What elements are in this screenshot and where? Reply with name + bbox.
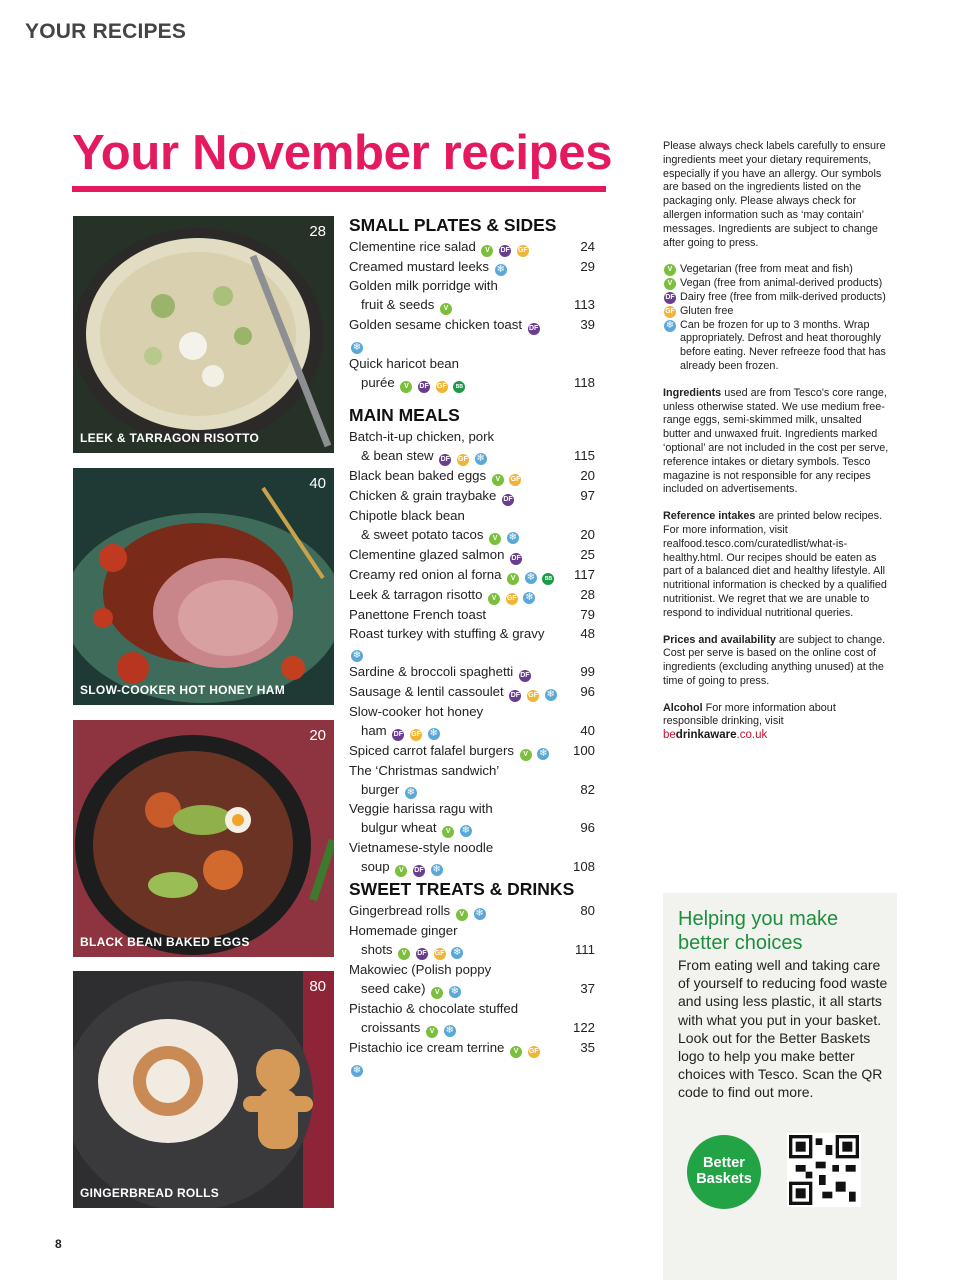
veg-icon: V bbox=[664, 264, 676, 276]
recipe-name: Creamy red onion al forna bbox=[349, 567, 502, 582]
vegan-icon: V bbox=[440, 303, 452, 315]
photo-caption: SLOW-COOKER HOT HONEY HAM bbox=[80, 683, 286, 697]
recipe-name: The ‘Christmas sandwich’ bbox=[349, 763, 500, 778]
df-icon: DF bbox=[528, 323, 540, 335]
photo-caption: BLACK BEAN BAKED EGGS bbox=[80, 935, 250, 949]
toc-small-plates bbox=[349, 214, 599, 393]
alcohol-heading: Alcohol bbox=[663, 701, 703, 714]
recipe-entry[interactable] bbox=[349, 565, 599, 585]
ingredients-heading: Ingredients bbox=[663, 386, 722, 399]
recipe-name: Spiced carrot falafel burgers bbox=[349, 743, 514, 758]
recipe-name: burger bbox=[361, 782, 400, 797]
recipe-page-number: 25 bbox=[580, 547, 595, 562]
symbol-key-item bbox=[663, 277, 889, 291]
recipe-entry[interactable] bbox=[349, 466, 599, 486]
recipe-page-number: 97 bbox=[580, 488, 595, 503]
recipe-entry[interactable] bbox=[349, 960, 599, 999]
reference-note bbox=[663, 510, 889, 620]
gf-icon: GF bbox=[517, 245, 529, 257]
gf-icon: GF bbox=[509, 474, 521, 486]
promo-heading: Helping you make better choices bbox=[678, 908, 839, 954]
recipe-page-number: 118 bbox=[573, 375, 595, 390]
freeze-icon: ❄ bbox=[476, 453, 485, 464]
veg-icon: V bbox=[510, 1046, 522, 1058]
veg-icon: V bbox=[456, 909, 468, 921]
prices-heading: Prices and availability bbox=[663, 633, 776, 646]
symbol-description: Can be frozen for up to 3 months. Wrap appropriately. Defrost and heat thoroughly before eating. Never refreeze food that has already been frozen. bbox=[680, 318, 886, 372]
promo-body: From eating well and taking care of yourself to reducing food waste and using less plastic, it all starts with what you put in your basket. Look out for the Better Baskets logo to help you make better choices with Tesco. Scan the QR code to find out more. bbox=[678, 957, 888, 1101]
recipe-name: Slow-cooker hot honey bbox=[349, 704, 484, 719]
freeze-icon: ❄ bbox=[526, 572, 535, 583]
recipe-name: fruit & seeds bbox=[361, 297, 435, 312]
gf-icon: GF bbox=[434, 948, 446, 960]
ingredients-text: used are from Tesco's core range, unless otherwise stated. We use medium free-range eggs, semi-skimmed milk, unsalted butter and unwaxed fruit. Ingredients marked ‘optional’ are not included in the cost per serve, reference intakes or dietary symbols. Tesco magazine is not responsible for any recipes included on advertisements. bbox=[663, 386, 889, 496]
freeze-icon: ❄ bbox=[475, 908, 484, 919]
recipe-name: purée bbox=[361, 375, 395, 390]
title-underline bbox=[72, 186, 606, 192]
recipe-entry[interactable] bbox=[349, 741, 599, 761]
df-icon: DF bbox=[416, 948, 428, 960]
freeze-icon: ❄ bbox=[496, 264, 505, 275]
better-baskets-logo bbox=[687, 1135, 761, 1209]
recipe-name: Golden milk porridge with bbox=[349, 278, 498, 293]
recipe-entry[interactable] bbox=[349, 605, 599, 624]
photo-page-number: 80 bbox=[309, 978, 326, 995]
recipe-page-number: 113 bbox=[573, 297, 595, 312]
df-icon: DF bbox=[510, 553, 522, 565]
symbol-description: Vegetarian (free from meat and fish) bbox=[680, 263, 853, 276]
recipe-name: Chipotle black bean bbox=[349, 508, 465, 523]
recipe-name: shots bbox=[361, 942, 393, 957]
recipe-name: Pistachio & chocolate stuffed bbox=[349, 1001, 519, 1016]
alcohol-note bbox=[663, 702, 889, 730]
recipe-name: Pistachio ice cream terrine bbox=[349, 1040, 505, 1055]
recipe-entry[interactable] bbox=[349, 276, 599, 315]
gf-icon: GF bbox=[528, 1046, 540, 1058]
recipe-name: Chicken & grain traybake bbox=[349, 488, 497, 503]
recipe-page-number: 96 bbox=[580, 684, 595, 699]
recipe-page-number: 117 bbox=[573, 567, 595, 582]
df-icon: DF bbox=[418, 381, 430, 393]
recipe-name: Batch-it-up chicken, pork bbox=[349, 429, 495, 444]
photo-black-bean-eggs bbox=[73, 720, 334, 957]
recipe-page-number: 115 bbox=[573, 448, 595, 463]
logo-text: Better Baskets bbox=[696, 1155, 752, 1187]
ingredients-note bbox=[663, 387, 889, 497]
veg-icon: V bbox=[488, 593, 500, 605]
freeze-icon: ❄ bbox=[453, 947, 462, 958]
vegan-icon: V bbox=[489, 533, 501, 545]
recipe-name: Leek & tarragon risotto bbox=[349, 587, 483, 602]
recipe-entry[interactable] bbox=[349, 1038, 599, 1077]
toc-section-heading: SMALL PLATES & SIDES bbox=[349, 215, 557, 235]
veg-icon: V bbox=[426, 1026, 438, 1038]
symbol-description: Gluten free bbox=[680, 304, 734, 317]
toc-section-heading: MAIN MEALS bbox=[349, 405, 460, 425]
recipe-entry[interactable] bbox=[349, 702, 599, 741]
recipe-page-number: 39 bbox=[580, 317, 595, 332]
recipe-page-number: 108 bbox=[572, 859, 595, 874]
recipe-page-number: 100 bbox=[572, 743, 595, 758]
freeze-icon: ❄ bbox=[508, 532, 517, 543]
recipe-entry[interactable] bbox=[349, 682, 599, 702]
recipe-entry[interactable] bbox=[349, 354, 599, 393]
drinkaware-tld: .co.uk bbox=[736, 729, 768, 742]
freeze-icon: ❄ bbox=[352, 1065, 362, 1076]
alcohol-text: For more information about responsible drinking, visit bbox=[663, 701, 836, 728]
recipe-page-number: 99 bbox=[580, 664, 595, 679]
freeze-icon: ❄ bbox=[450, 986, 460, 997]
reference-text: are printed below recipes. For more information, visit realfood.tesco.com/curatedlist/what-is-healthy.html. Our recipes should be eaten as part of a balanced diet and healthy lifestyle. All nutritional information is checked by a qualified nutritionist. We regret that we are unable to respond to individual nutritional queries. bbox=[663, 510, 887, 619]
recipe-page-number: 82 bbox=[580, 782, 595, 797]
recipe-entry[interactable] bbox=[349, 999, 599, 1038]
toc-section-heading: SWEET TREATS & DRINKS bbox=[349, 879, 575, 899]
recipe-page-number: 80 bbox=[580, 903, 595, 918]
freeze-icon: ❄ bbox=[432, 864, 441, 875]
recipe-page-number: 35 bbox=[580, 1040, 595, 1055]
recipe-page-number: 122 bbox=[572, 1020, 595, 1035]
recipe-entry[interactable] bbox=[349, 486, 599, 506]
gf-icon: GF bbox=[410, 729, 422, 741]
vegan-icon: V bbox=[442, 826, 454, 838]
prices-text: are subject to change. Cost per serve is based on the online cost of ingredients (excluding anything unused) at the time of going to press. bbox=[663, 633, 886, 687]
recipe-name: Roast turkey with stuffing & gravy bbox=[349, 626, 545, 641]
drinkaware-be: be bbox=[663, 729, 676, 742]
recipe-name: bulgur wheat bbox=[361, 820, 437, 835]
recipe-entry[interactable] bbox=[349, 662, 599, 682]
gf-icon: GF bbox=[506, 593, 518, 605]
recipe-page-number: 20 bbox=[580, 527, 595, 542]
qr-code-icon bbox=[789, 1135, 859, 1205]
bb-icon: BB bbox=[453, 381, 465, 393]
qr-code[interactable] bbox=[787, 1133, 861, 1207]
freeze-icon: ❄ bbox=[539, 748, 548, 759]
recipe-name: & bean stew bbox=[361, 448, 434, 463]
freeze-icon: ❄ bbox=[406, 787, 415, 798]
recipe-name: Makowiec (Polish poppy bbox=[349, 962, 492, 977]
recipe-name: Sardine & broccoli spaghetti bbox=[349, 664, 514, 679]
gf-icon: GF bbox=[664, 306, 676, 318]
section-label: YOUR RECIPES bbox=[25, 20, 187, 43]
recipe-name: Black bean baked eggs bbox=[349, 468, 487, 483]
reference-heading: Reference intakes bbox=[663, 510, 756, 523]
symbol-key bbox=[663, 263, 889, 373]
vegan-icon: V bbox=[395, 865, 407, 877]
recipe-name: & sweet potato tacos bbox=[361, 527, 484, 542]
recipe-entry[interactable] bbox=[349, 921, 599, 960]
df-icon: DF bbox=[519, 670, 531, 682]
freeze-icon: ❄ bbox=[461, 825, 471, 836]
recipe-page-number: 48 bbox=[580, 626, 595, 641]
symbol-description: Dairy free (free from milk-derived products) bbox=[680, 290, 886, 303]
rolls-illustration bbox=[73, 971, 334, 1208]
photo-page-number: 40 bbox=[309, 475, 326, 492]
recipe-name: soup bbox=[361, 859, 390, 874]
recipe-entry[interactable] bbox=[349, 585, 599, 605]
recipe-entry[interactable] bbox=[349, 315, 599, 354]
photo-page-number: 20 bbox=[309, 727, 326, 744]
recipe-page-number: 29 bbox=[580, 259, 595, 274]
freeze-icon: ❄ bbox=[525, 592, 534, 603]
toc-main-meals bbox=[349, 404, 599, 877]
freeze-icon: ❄ bbox=[665, 319, 675, 331]
freeze-icon: ❄ bbox=[445, 1025, 454, 1036]
gf-icon: GF bbox=[527, 690, 539, 702]
symbol-key-item bbox=[663, 319, 889, 374]
df-icon: DF bbox=[509, 690, 521, 702]
symbol-key-item bbox=[663, 263, 889, 277]
recipe-name: Quick haricot bean bbox=[349, 356, 459, 371]
recipe-page-number: 28 bbox=[580, 587, 595, 602]
recipe-name: Creamed mustard leeks bbox=[349, 259, 489, 274]
recipe-page-number: 96 bbox=[580, 820, 595, 835]
recipe-entry[interactable] bbox=[349, 624, 599, 662]
recipe-page-number: 111 bbox=[574, 942, 595, 957]
info-column bbox=[663, 140, 889, 743]
ham-illustration bbox=[73, 468, 334, 705]
photo-gingerbread-rolls bbox=[73, 971, 334, 1208]
recipe-name: seed cake) bbox=[361, 981, 426, 996]
recipe-page-number: 79 bbox=[580, 607, 595, 622]
recipe-page-number: 24 bbox=[580, 239, 595, 254]
recipe-page-number: 37 bbox=[580, 981, 595, 996]
vegan-icon: V bbox=[400, 381, 412, 393]
page-title: Your November recipes bbox=[72, 126, 613, 180]
recipe-page-number: 20 bbox=[580, 468, 595, 483]
recipe-entry[interactable] bbox=[349, 427, 599, 466]
df-icon: DF bbox=[439, 454, 451, 466]
recipe-name: Panettone French toast bbox=[349, 607, 487, 622]
df-icon: DF bbox=[664, 292, 676, 304]
symbol-key-item bbox=[663, 291, 889, 305]
gf-icon: GF bbox=[436, 381, 448, 393]
recipe-name: Homemade ginger bbox=[349, 923, 458, 938]
vegan-icon: V bbox=[481, 245, 493, 257]
recipe-name: Vietnamese-style noodle bbox=[349, 840, 494, 855]
veg-icon: V bbox=[507, 573, 519, 585]
better-baskets-promo bbox=[663, 893, 897, 1280]
recipe-name: Veggie harissa ragu with bbox=[349, 801, 493, 816]
gf-icon: GF bbox=[457, 454, 469, 466]
bb-icon: BB bbox=[542, 573, 554, 585]
photo-caption: GINGERBREAD ROLLS bbox=[80, 1186, 220, 1200]
eggs-illustration bbox=[73, 720, 334, 957]
page-number: 8 bbox=[55, 1237, 62, 1251]
df-icon: DF bbox=[413, 865, 425, 877]
dietary-notice: Please always check labels carefully to ensure ingredients meet your dietary requirements, especially if you have an allergy. Our symbols are based on the ingredients listed on the packaging only. Please always check for allergen information such as ‘may contain’ messages. Ingredients are subject to change after going to press. bbox=[663, 140, 886, 249]
drinkaware-link[interactable] bbox=[663, 729, 889, 743]
symbol-key-item bbox=[663, 305, 889, 319]
risotto-illustration bbox=[73, 216, 334, 453]
drinkaware-main: drinkaware bbox=[675, 729, 737, 742]
recipe-entry[interactable] bbox=[349, 838, 599, 877]
recipe-entry[interactable] bbox=[349, 506, 599, 545]
recipe-entry[interactable] bbox=[349, 237, 599, 257]
freeze-icon: ❄ bbox=[352, 342, 362, 353]
photo-leek-risotto bbox=[73, 216, 334, 453]
recipe-name: Golden sesame chicken toast bbox=[349, 317, 522, 332]
veg-icon: V bbox=[431, 987, 443, 999]
recipe-name: Clementine glazed salmon bbox=[349, 547, 505, 562]
recipe-name: Clementine rice salad bbox=[349, 239, 476, 254]
recipe-entry[interactable] bbox=[349, 799, 599, 838]
recipe-name: croissants bbox=[361, 1020, 421, 1035]
prices-note bbox=[663, 634, 889, 689]
veg-icon: V bbox=[492, 474, 504, 486]
recipe-entry[interactable] bbox=[349, 761, 599, 799]
recipe-name: ham bbox=[361, 723, 387, 738]
photo-caption: LEEK & TARRAGON RISOTTO bbox=[80, 431, 260, 445]
recipe-name: Sausage & lentil cassoulet bbox=[349, 684, 504, 699]
recipe-entry[interactable] bbox=[349, 545, 599, 565]
recipe-entry[interactable] bbox=[349, 257, 599, 276]
toc-sweet-treats bbox=[349, 878, 599, 1077]
vegan-icon: V bbox=[398, 948, 410, 960]
vegan-icon: V bbox=[664, 278, 676, 290]
symbol-description: Vegan (free from animal-derived products) bbox=[680, 277, 883, 290]
recipe-entry[interactable] bbox=[349, 901, 599, 921]
df-icon: DF bbox=[502, 494, 514, 506]
photo-ham bbox=[73, 468, 334, 705]
freeze-icon: ❄ bbox=[352, 650, 362, 661]
photo-page-number: 28 bbox=[309, 223, 326, 240]
df-icon: DF bbox=[392, 729, 404, 741]
vegan-icon: V bbox=[520, 749, 532, 761]
freeze-icon: ❄ bbox=[546, 689, 555, 700]
recipe-name: Gingerbread rolls bbox=[349, 903, 451, 918]
df-icon: DF bbox=[499, 245, 511, 257]
recipe-page-number: 40 bbox=[580, 723, 595, 738]
freeze-icon: ❄ bbox=[429, 728, 438, 739]
